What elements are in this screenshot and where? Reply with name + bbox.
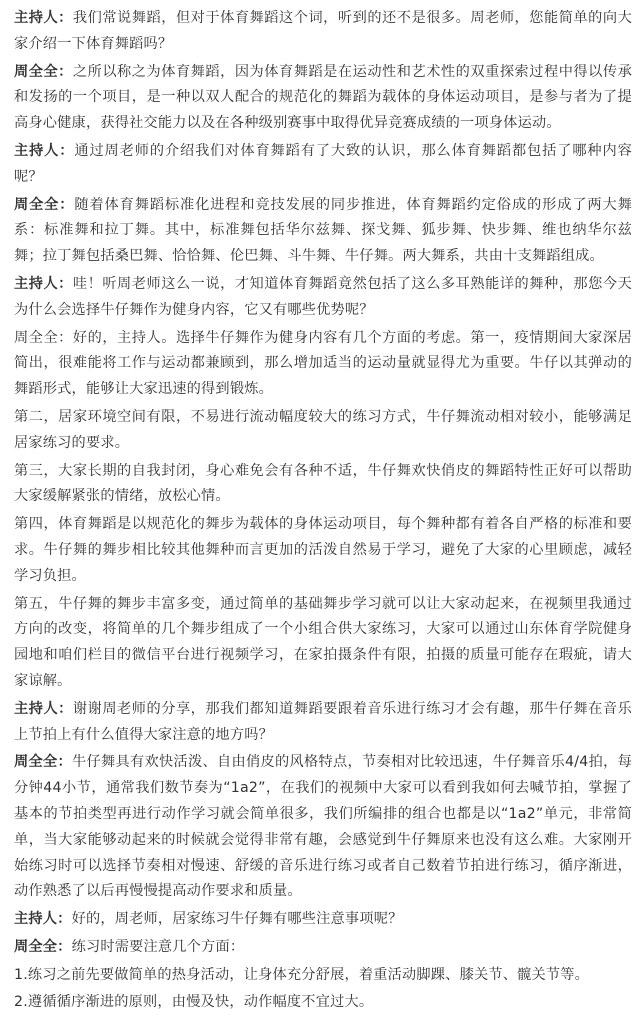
speaker-label: 周全全： [14, 938, 72, 955]
paragraph-text: 好的，周老师，居家练习牛仔舞有哪些注意事项呢？ [71, 911, 403, 928]
paragraph [14, 459, 632, 511]
paragraph-text: 练习时需要注意几个方面： [71, 938, 245, 955]
paragraph [14, 6, 632, 58]
paragraph-text: 随着体育舞蹈标准化进程和竞技发展的同步推进，体育舞蹈约定俗成的形成了两大舞系：标准舞和拉丁舞。其中，标准舞包括华尔兹舞、探戈舞、狐步舞、快步舞、维也纳华尔兹舞；拉丁舞包括桑巴舞、恰恰舞、伦巴舞、斗牛舞、牛仔舞。两大舞系，共由十支舞蹈组成。 [14, 196, 632, 265]
paragraph-text: 第五，牛仔舞的舞步丰富多变，通过简单的基础舞步学习就可以让大家动起来，在视频里我通过方向的改变，将简单的几个舞步组成了一个小组合供大家练习，大家可以通过山东体育学院健身园地和咱们栏目的微信平台进行视频学习，在家拍摄条件有限，拍摄的质量可能存在瑕疵，请大家谅解。 [14, 595, 632, 689]
speaker-label: 主持人： [14, 700, 73, 717]
paragraph [14, 405, 632, 457]
paragraph-text: 谢谢周老师的分享，那我们都知道舞蹈要跟着音乐进行练习才会有趣，那牛仔舞在音乐上节拍上有什么值得大家注意的地方吗？ [14, 700, 632, 743]
list-item [14, 963, 632, 989]
paragraph-text: 周全全：好的，主持人。选择牛仔舞作为健身内容有几个方面的考虑。第一，疫情期间大家深居简出，很难能将工作与运动都兼顾到，那么增加适当的运动量就显得尤为重要。牛仔以其弹动的舞蹈形式，能够让大家迅速的得到锻炼。 [14, 329, 632, 398]
speaker-label: 主持人： [14, 10, 73, 26]
paragraph [14, 512, 632, 589]
paragraph [14, 907, 632, 933]
paragraph [14, 697, 632, 749]
paragraph-text: 之所以称之为体育舞蹈，因为体育舞蹈是在运动性和艺术性的双重探索过程中得以传承和发扬的一个项目，是一种以双人配合的规范化的舞蹈为载体的身体运动项目，是参与者为了提高身心健康，获得社交能力以及在各种级别赛事中取得优异竞赛成绩的一项身体运动。 [14, 63, 632, 132]
list-item [14, 990, 632, 1016]
paragraph-text: 第三，大家长期的自我封闭，身心难免会有各种不适，牛仔舞欢快俏皮的舞蹈特性正好可以帮助大家缓解紧张的情绪，放松心情。 [14, 462, 632, 505]
paragraph [14, 139, 632, 191]
paragraph [14, 272, 632, 324]
paragraph-text: 通过周老师的介绍我们对体育舞蹈有了大致的认识，那么体育舞蹈都包括了哪种内容呢？ [14, 142, 632, 185]
speaker-label: 周全全： [14, 754, 73, 771]
paragraph-text: 第四，体育舞蹈是以规范化的舞步为载体的身体运动项目，每个舞种都有着各自严格的标准和要求。牛仔舞的舞步相比较其他舞种而言更加的活泼自然易于学习，避免了大家的心里顾虑，减轻学习负担。 [14, 516, 632, 584]
list-item-text: 2.遵循循序渐进的原则，由慢及快，动作幅度不宜过大。 [14, 994, 374, 1011]
list-item-text: 1.练习之前先要做简单的热身活动，让身体充分舒展，着重活动脚踝、膝关节、髋关节等。 [14, 966, 590, 983]
paragraph [14, 592, 632, 695]
speaker-label: 周全全： [14, 63, 73, 80]
paragraph-text: 牛仔舞具有欢快活泼、自由俏皮的风格特点，节奏相对比较迅速，牛仔舞音乐4/4拍，每分钟44小节，通常我们数节奏为“1a2”，在我们的视频中大家可以看到我如何去喊节拍，掌握了基本的节拍类型再进行动作学习就会简单很多，我们所编排的组合也都是以“1a2”单元，非常简单，当大家能够动起来的时候就会觉得非常有趣，会感觉到牛仔舞原来也没有这么难。大家刚开始练习时可以选择节奏相对慢速、舒缓的音乐进行练习或者自己数着节拍进行练习，循序渐进，动作熟悉了以后再慢慢提高动作要求和质量。 [14, 754, 632, 900]
speaker-label: 主持人： [14, 911, 72, 928]
speaker-label: 主持人： [14, 142, 75, 159]
paragraph [14, 193, 632, 270]
speaker-label: 主持人： [14, 275, 73, 292]
paragraph-text: 我们常说舞蹈，但对于体育舞蹈这个词，听到的还不是很多。周老师，您能简单的向大家介绍一下体育舞蹈吗？ [14, 10, 632, 52]
paragraph [14, 326, 632, 403]
paragraph [14, 60, 632, 137]
speaker-label: 周全全： [14, 196, 75, 213]
paragraph-text: 第二，居家环境空间有限，不易进行流动幅度较大的练习方式，牛仔舞流动相对较小，能够满足居家练习的要求。 [14, 408, 632, 451]
paragraph-text: 哇！听周老师这么一说，才知道体育舞蹈竟然包括了这么多耳熟能详的舞种，那您今天为什么会选择牛仔舞作为健身内容，它又有哪些优势呢？ [14, 275, 632, 318]
paragraph [14, 750, 632, 905]
paragraph [14, 935, 632, 961]
